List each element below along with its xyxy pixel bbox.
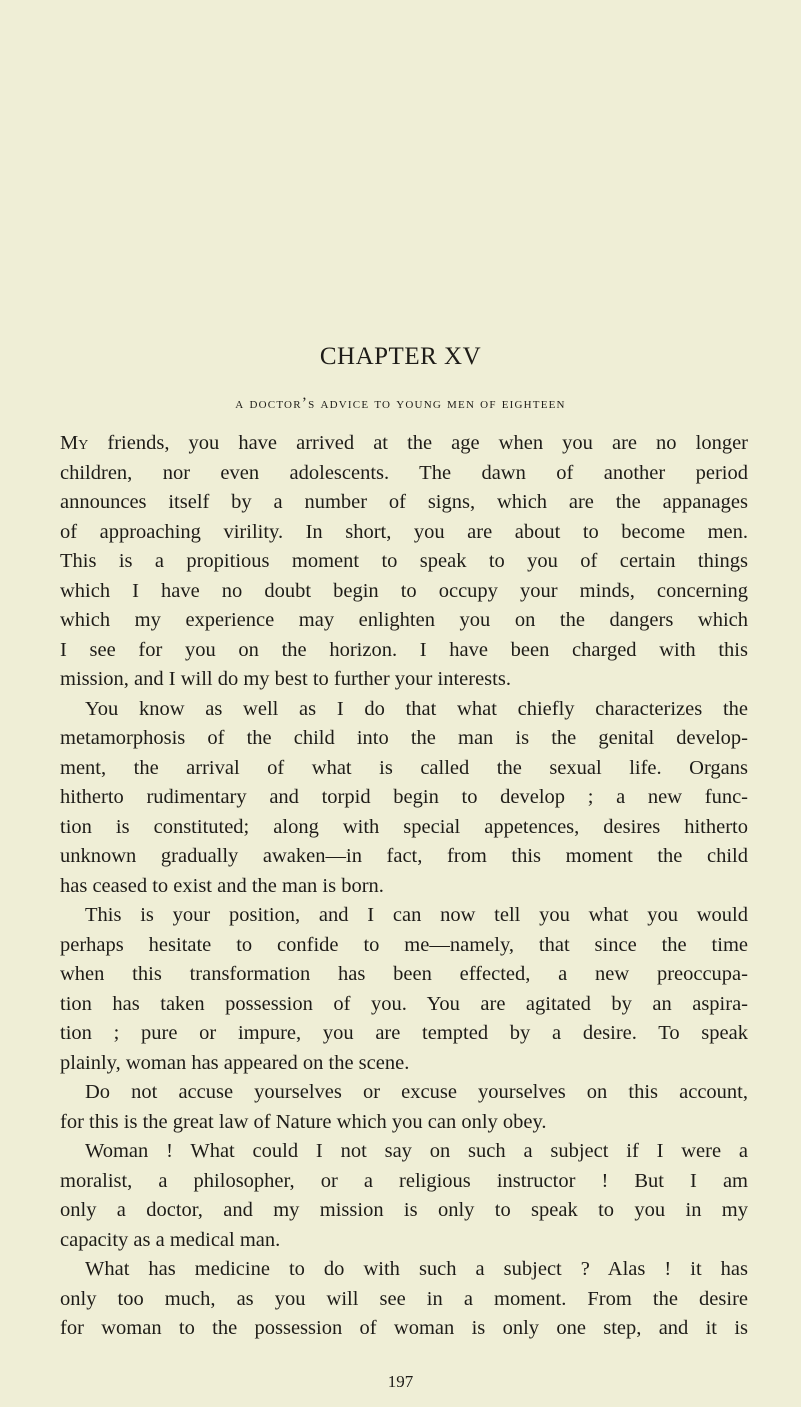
chapter-subtitle: a doctor’s advice to young men of eighteen — [235, 395, 566, 412]
text-line: has ceased to exist and the man is born. — [60, 874, 384, 897]
text-line: only too much, as you will see in a moment. From the desire — [60, 1287, 748, 1310]
text-line: children, nor even adolescents. The dawn of another period — [60, 461, 748, 484]
chapter-heading: CHAPTER XV — [319, 343, 482, 370]
text-line: This is your position, and I can now tell you what you would — [85, 904, 748, 926]
text-line: moralist, a philosopher, or a religious instructor ! But I am — [60, 1169, 748, 1192]
text-line: perhaps hesitate to confide to me—namely, that since the time — [60, 933, 748, 956]
text-line: for this is the great law of Nature which you can only obey. — [60, 1110, 547, 1133]
chapter-body-text — [60, 429, 748, 1344]
text-line: tion ; pure or impure, you are tempted by a desire. To speak — [60, 1022, 748, 1044]
text-line — [60, 429, 748, 459]
text-line: announces itself by a number of signs, which are the appanages — [60, 491, 748, 513]
text-line: only a doctor, and my mission is only to speak to you in my — [60, 1199, 748, 1221]
text-line: unknown gradually awaken—in fact, from this moment the child — [60, 845, 748, 867]
text-line: Woman ! What could I not say on such a subject if I were a — [85, 1140, 748, 1162]
text-line: You know as well as I do that what chiefly characterizes the — [85, 697, 748, 720]
text-line: metamorphosis of the child into the man is the genital develop- — [60, 727, 748, 749]
text-line: capacity as a medical man. — [60, 1228, 281, 1251]
text-line: which I have no doubt begin to occupy your minds, concerning — [60, 579, 748, 602]
page-number: 197 — [387, 1372, 414, 1391]
text-line: tion has taken possession of you. You are agitated by an aspira- — [60, 992, 748, 1015]
text-line: tion is constituted; along with special appetences, desires hitherto — [60, 815, 748, 838]
text-line: I see for you on the horizon. I have been charged with this — [60, 638, 748, 661]
text-line: of approaching virility. In short, you are about to become men. — [60, 520, 748, 543]
text-line: Do not accuse yourselves or excuse yourselves on this account, — [85, 1081, 748, 1103]
text-line: mission, and I will do my best to further your interests. — [60, 668, 511, 690]
text-line: when this transformation has been effected, a new preoccupa- — [60, 963, 748, 985]
text-line-content: friends, you have arrived at the age when you are no longer — [88, 432, 748, 454]
opening-word: My — [60, 432, 89, 454]
text-line: ment, the arrival of what is called the sexual life. Organs — [60, 756, 748, 779]
text-line: What has medicine to do with such a subject ? Alas ! it has — [85, 1258, 748, 1280]
text-line: which my experience may enlighten you on the dangers which — [60, 609, 748, 631]
text-line: plainly, woman has appeared on the scene. — [60, 1051, 410, 1074]
text-line: This is a propitious moment to speak to you of certain things — [60, 550, 748, 572]
text-line: for woman to the possession of woman is only one step, and it is — [60, 1317, 748, 1339]
text-line: hitherto rudimentary and torpid begin to develop ; a new func- — [60, 786, 748, 808]
